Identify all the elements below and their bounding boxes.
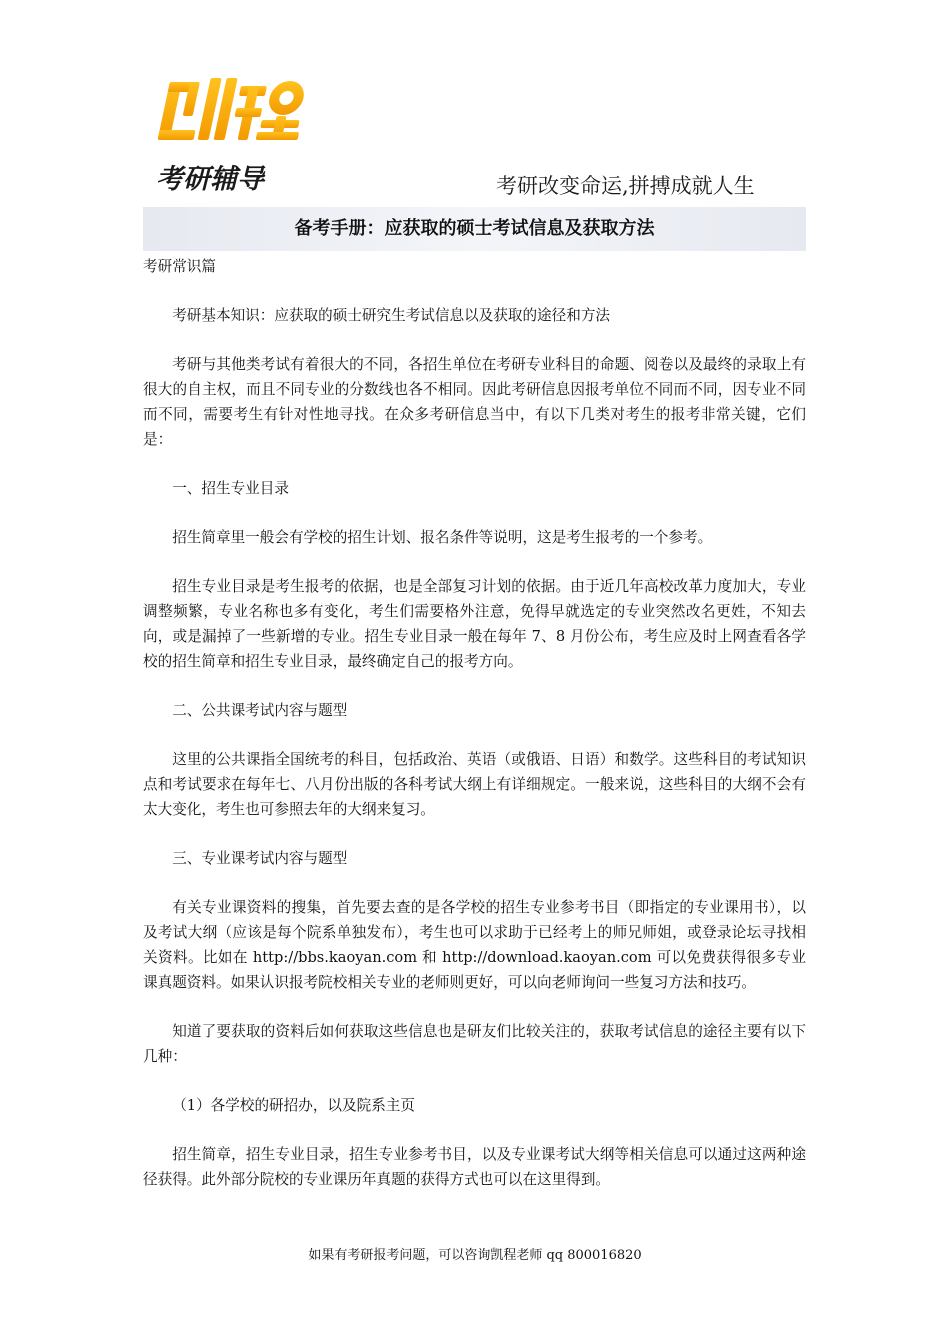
section-tag: 考研常识篇 [143,258,216,275]
paragraph: 招生简章里一般会有学校的招生计划、报名条件等说明，这是考生报考的一个参考。 [172,529,713,546]
paragraph: 考研与其他类考试有着很大的不同，各招生单位在考研专业科目的命题、阅卷以及最终的录取上有很大的自主权，而且不同专业的分数线也各不相同。因此考研信息因报考单位不同而不同，因专业不同而不同，需要考生有针对性地寻找。在众多考研信息当中，有以下几类对考生的报考非常关键，它们是： [143,356,806,448]
paragraph: 有关专业课资料的搜集，首先要去查的是各学校的招生专业参考书目（即指定的专业课用书），以及考试大纲（应该是每个院系单独发布），考生也可以求助于已经考上的师兄师姐，或登录论坛寻找相关资料。比如在 http://bbs.kaoyan.com 和 http://download.kaoyan.com 可以免费获得很多专业课真题资料。如果认识报考院校相关专业的老师则更好，可以向老师询问一些复习方法和技巧。 [143,899,806,991]
section-heading: 一、招生专业目录 [172,480,289,497]
footer-contact: 如果有考研报考问题，可以咨询凯程老师 qq 800016820 [308,1248,642,1263]
paragraph: 这里的公共课指全国统考的科目，包括政治、英语（或俄语、日语）和数学。这些科目的考试知识点和考试要求在每年七、八月份出版的各科考试大纲上有详细规定。一般来说，这些科目的大纲不会有太大变化，考生也可参照去年的大纲来复习。 [143,751,806,818]
paragraph: 知道了要获取的资料后如何获取这些信息也是研友们比较关注的，获取考试信息的途径主要有以下几种： [143,1023,806,1065]
document-body [143,252,806,1192]
section-heading: 三、专业课考试内容与题型 [172,850,348,867]
document-title: 备考手册：应获取的硕士考试信息及获取方法 [143,207,806,251]
list-heading: （1）各学校的研招办，以及院系主页 [172,1097,415,1114]
kaicheng-logo-image [150,72,310,202]
section-heading: 二、公共课考试内容与题型 [172,702,348,719]
paragraph: 招生简章，招生专业目录，招生专业参考书目，以及专业课考试大纲等相关信息可以通过这两种途径获得。此外部分院校的专业课历年真题的获得方式也可以在这里得到。 [143,1146,806,1188]
logo [150,72,310,202]
logo-subtitle: 考研辅导 [156,164,264,195]
slogan: 考研改变命运,拼搏成就人生 [496,174,755,198]
paragraph: 招生专业目录是考生报考的依据，也是全部复习计划的依据。由于近几年高校改革力度加大，专业调整频繁，专业名称也多有变化，考生们需要格外注意，免得早就选定的专业突然改名更姓，不知去向，或是漏掉了一些新增的专业。招生专业目录一般在每年 7、8 月份公布，考生应及时上网查看各学校的招生简章和招生专业目录，最终确定自己的报考方向。 [143,578,806,670]
paragraph: 考研基本知识：应获取的硕士研究生考试信息以及获取的途径和方法 [172,307,611,324]
